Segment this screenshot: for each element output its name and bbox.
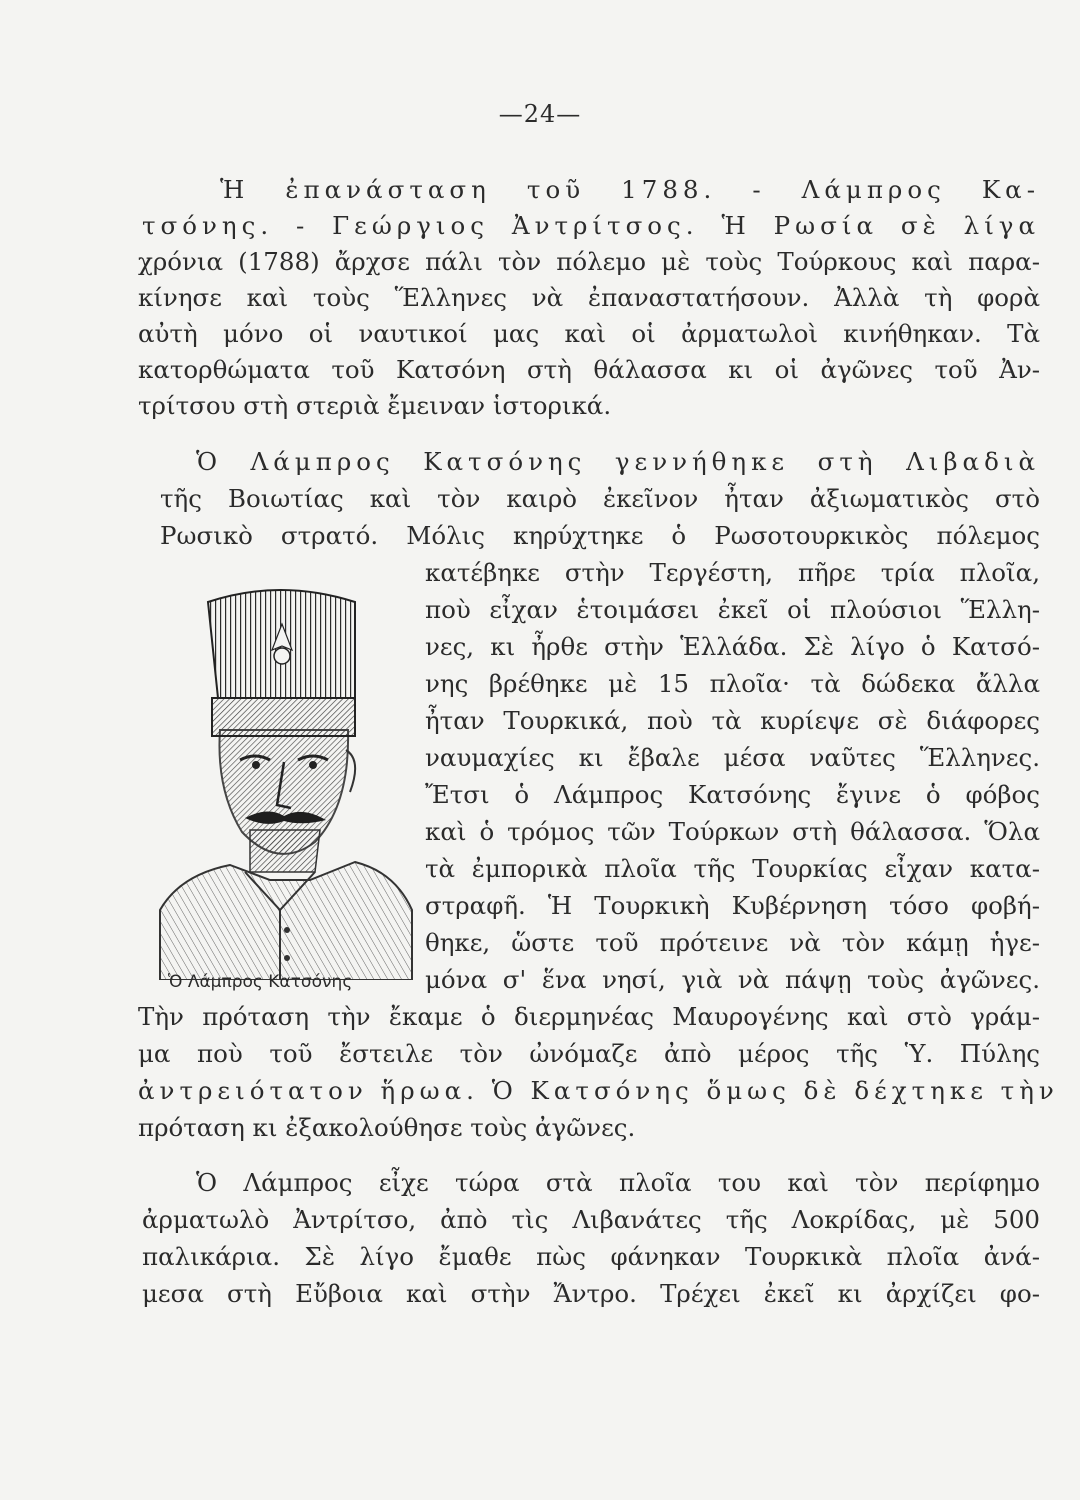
text-line: ναυμαχίες κι ἔβαλε μέσα ναῦτες Ἕλληνες. <box>425 743 1040 772</box>
text-line: Τὴν πρόταση τὴν ἔκαμε ὁ διερμηνέας Μαυρογένης καὶ στὸ γράμ- <box>138 1002 1040 1031</box>
text-line: τρίτσου στὴ στεριὰ ἔμειναν ἱστορικά. <box>138 391 612 420</box>
text-line: τὰ ἐμπορικὰ πλοῖα τῆς Τουρκίας εἶχαν κατα- <box>425 854 1040 883</box>
portrait-engraving-icon <box>150 580 418 980</box>
page-number: —24— <box>498 100 582 128</box>
text-line: πρόταση κι ἐξακολούθησε τοὺς ἀγῶνες. <box>138 1113 636 1142</box>
text-line: νες, κι ἦρθε στὴν Ἑλλάδα. Σὲ λίγο ὁ Κατσό- <box>425 632 1040 661</box>
text-line: ἀρματωλὸ Ἀντρίτσο, ἀπὸ τὶς Λιβανάτες τῆς Λοκρίδας, μὲ 500 <box>142 1205 1040 1234</box>
text-line: κατορθώματα τοῦ Κατσόνη στὴ θάλασσα κι οἱ ἀγῶνες τοῦ Ἀν- <box>138 355 1040 384</box>
text-line: αὐτὴ μόνο οἱ ναυτικοί μας καὶ οἱ ἀρματωλοὶ κινήθηκαν. Τὰ <box>138 319 1040 348</box>
text-line: μεσα στὴ Εὔβοια καὶ στὴν Ἄντρο. Τρέχει ἐκεῖ κι ἀρχίζει φο- <box>142 1279 1040 1308</box>
text-line: μόνα σ' ἕνα νησί, γιὰ νὰ πάψῃ τοὺς ἀγῶνες. <box>425 965 1040 994</box>
text-line: τσόνης. - Γεώργιος Ἀντρίτσος. Ἡ Ρωσία σὲ λίγα <box>142 211 1040 240</box>
figure-caption: Ὁ Λάμπρος Κατσόνης <box>168 972 353 992</box>
text-line: καὶ ὁ τρόμος τῶν Τούρκων στὴ θάλασσα. Ὅλα <box>425 817 1040 846</box>
text-line: Ὁ Λάμπρος εἶχε τώρα στὰ πλοῖα του καὶ τὸν περίφημο <box>196 1168 1040 1197</box>
text-line: κίνησε καὶ τοὺς Ἕλληνες νὰ ἐπαναστατήσουν. Ἀλλὰ τὴ φορὰ <box>138 283 1040 312</box>
portrait-figure <box>150 580 418 980</box>
text-line: παλικάρια. Σὲ λίγο ἔμαθε πὼς φάνηκαν Τουρκικὰ πλοῖα ἀνά- <box>142 1242 1040 1271</box>
text-line: Ἡ ἐπανάσταση τοῦ 1788. - Λάμπρος Κα- <box>220 175 1040 204</box>
text-line: θηκε, ὥστε τοῦ πρότεινε νὰ τὸν κάμῃ ἡγε- <box>425 928 1040 957</box>
text-line: Ἔτσι ὁ Λάμπρος Κατσόνης ἔγινε ὁ φόβος <box>425 780 1040 809</box>
text-line: χρόνια (1788) ἄρχσε πάλι τὸν πόλεμο μὲ τοὺς Τούρκους καὶ παρα- <box>138 247 1040 276</box>
text-line: κατέβηκε στὴν Τεργέστη, πῆρε τρία πλοῖα, <box>425 558 1040 587</box>
text-line: ποὺ εἶχαν ἑτοιμάσει ἐκεῖ οἱ πλούσιοι Ἕλλη- <box>425 595 1040 624</box>
text-line: τῆς Βοιωτίας καὶ τὸν καιρὸ ἐκεῖνον ἦταν ἀξιωματικὸς στὸ <box>160 484 1040 513</box>
text-line: στραφῆ. Ἡ Τουρκικὴ Κυβέρνηση τόσο φοβή- <box>425 891 1040 920</box>
text-line: Ὁ Λάμπρος Κατσόνης γεννήθηκε στὴ Λιβαδιὰ <box>196 447 1040 476</box>
text-line: ἦταν Τουρκικά, ποὺ τὰ κυρίεψε σὲ διάφορες <box>425 706 1040 735</box>
text-line: μα ποὺ τοῦ ἔστειλε τὸν ὠνόμαζε ἀπὸ μέρος τῆς Ὑ. Πύλης <box>138 1039 1040 1068</box>
text-line: ἀντρειότατον ἥρωα. Ὁ Κατσόνης ὅμως δὲ δέχτηκε τὴν <box>138 1076 1059 1105</box>
text-line: Ρωσικὸ στρατό. Μόλις κηρύχτηκε ὁ Ρωσοτουρκικὸς πόλεμος <box>160 521 1040 550</box>
text-line: νης βρέθηκε μὲ 15 πλοῖα· τὰ δώδεκα ἄλλα <box>425 669 1040 698</box>
